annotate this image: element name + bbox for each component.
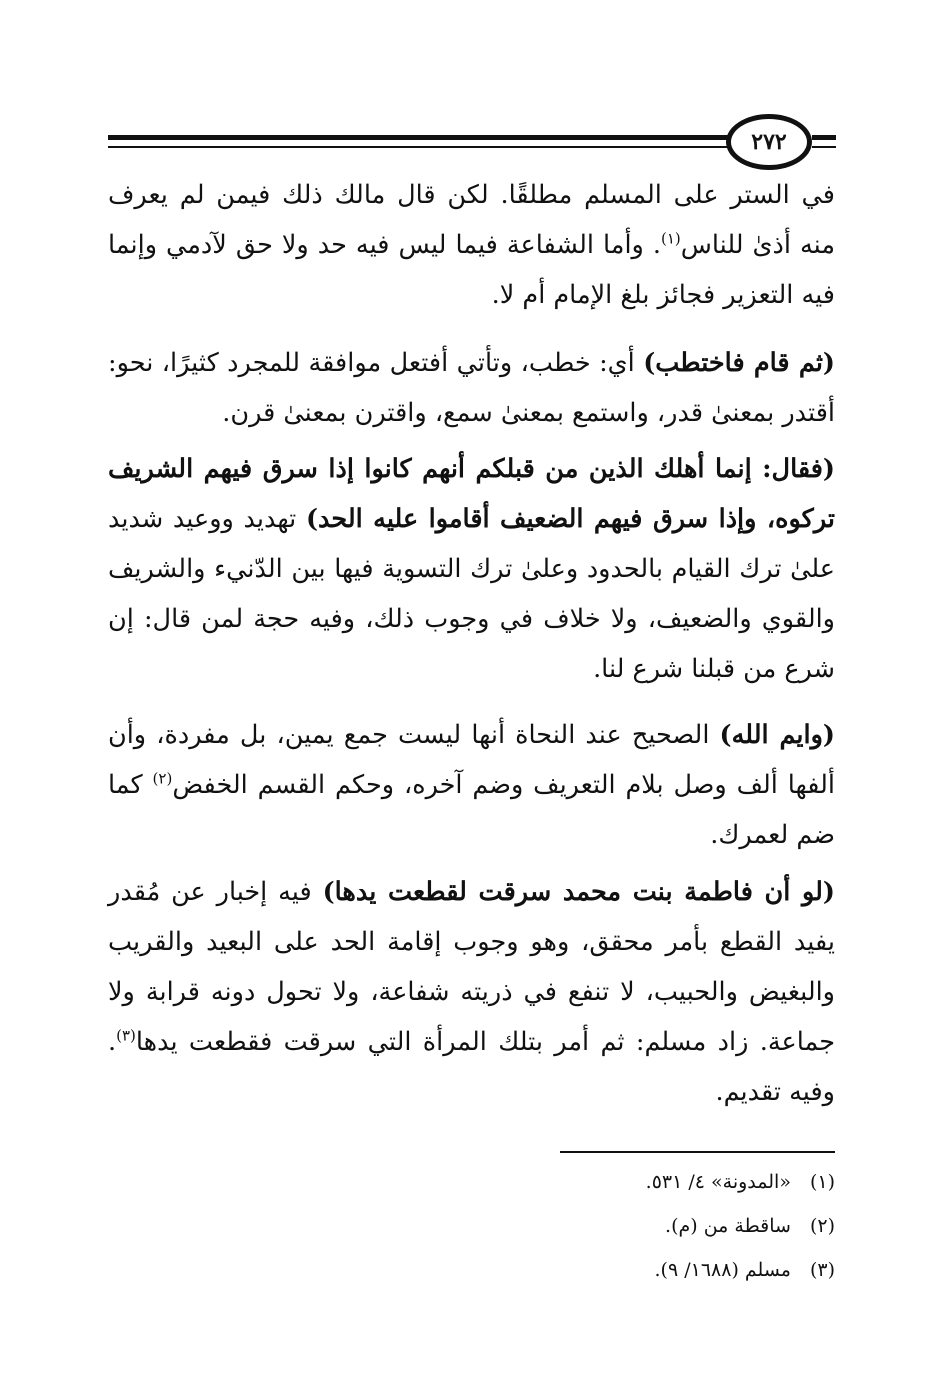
footnote-3-number: (٣) bbox=[809, 1259, 835, 1281]
paragraph-3-text: تهديد ووعيد شديد علىٰ ترك القيام بالحدود وعلىٰ ترك التسوية فيها بين الدّنيء والشريف والقوي والضعيف، ولا خلاف في وجوب ذلك، وفيه حجة لمن قال: إن شرع من قبلنا شرع لنا. bbox=[108, 504, 835, 684]
paragraph-1-text: في الستر على المسلم مطلقًا. لكن قال مالك ذلك فيمن لم يعرف منه أذىٰ للناس bbox=[108, 180, 835, 260]
footnote-2-number: (٢) bbox=[809, 1215, 835, 1237]
page-number: ٢٧٢ bbox=[726, 114, 812, 170]
paragraph-5 bbox=[108, 867, 835, 1117]
footnote-1-text: «المدونة» ٤/ ٥٣١. bbox=[645, 1171, 791, 1193]
footnotes bbox=[400, 1160, 835, 1292]
header-rule-thick bbox=[108, 135, 734, 140]
footnote-2-text: ساقطة من (م). bbox=[665, 1215, 791, 1237]
paragraph-4 bbox=[108, 710, 835, 860]
header-rule-thin bbox=[108, 146, 734, 148]
paragraph-1-text-cont: . وأما الشفاعة فيما ليس فيه حد ولا حق لآدمي وإنما فيه التعزير فجائز بلغ الإمام أم لا. bbox=[108, 230, 835, 310]
paragraph-5-text-cont: . وفيه تقديم. bbox=[108, 1027, 835, 1107]
paragraph-4-text: الصحيح عند النحاة أنها ليست جمع يمين، بل مفردة، وأن ألفها ألف وصل بلام التعريف وضم آخره، وحكم القسم الخفض bbox=[108, 720, 835, 800]
paragraph-3-bold: (فقال: إنما أهلك الذين من قبلكم أنهم كانوا إذا سرق فيهم الشريف تركوه، وإذا سرق فيهم الضعيف أقاموا عليه الحد) bbox=[108, 454, 835, 534]
paragraph-4-bold: (وايم الله) bbox=[719, 720, 835, 750]
footnote-ref-2: (٢) bbox=[152, 769, 173, 788]
footnote-separator bbox=[560, 1151, 835, 1153]
footnote-1-number: (١) bbox=[809, 1171, 835, 1193]
paragraph-4-text-cont: كما ضم لعمرك. bbox=[108, 770, 835, 850]
paragraph-2 bbox=[108, 338, 835, 438]
footnote-3-text: مسلم (١٦٨٨/ ٩). bbox=[654, 1259, 791, 1281]
footnote-2 bbox=[400, 1204, 835, 1248]
header-rule-tail-thick bbox=[812, 135, 836, 140]
paragraph-2-text: أي: خطب، وتأتي أفتعل موافقة للمجرد كثيرًا، نحو: أقتدر بمعنىٰ قدر، واستمع بمعنىٰ سمع، واقترن بمعنىٰ قرن. bbox=[108, 348, 835, 428]
footnote-ref-1: (١) bbox=[660, 229, 681, 248]
paragraph-5-text: فيه إخبار عن مُقدر يفيد القطع بأمر محقق، وهو وجوب إقامة الحد على البعيد والقريب والبغيض والحبيب، لا تنفع في ذريته شفاعة، ولا تحول دونه قرابة ولا جماعة. زاد مسلم: ثم أمر بتلك المرأة التي سرقت فقطعت يدها bbox=[108, 877, 835, 1057]
paragraph-3 bbox=[108, 444, 835, 694]
paragraph-1 bbox=[108, 170, 835, 320]
footnote-3 bbox=[400, 1248, 835, 1292]
footnote-ref-3: (٣) bbox=[116, 1026, 136, 1045]
paragraph-5-bold: (لو أن فاطمة بنت محمد سرقت لقطعت يدها) bbox=[322, 877, 835, 907]
header-rule-tail-thin bbox=[812, 146, 836, 148]
paragraph-2-bold: (ثم قام فاختطب) bbox=[643, 348, 835, 378]
footnote-1 bbox=[400, 1160, 835, 1204]
